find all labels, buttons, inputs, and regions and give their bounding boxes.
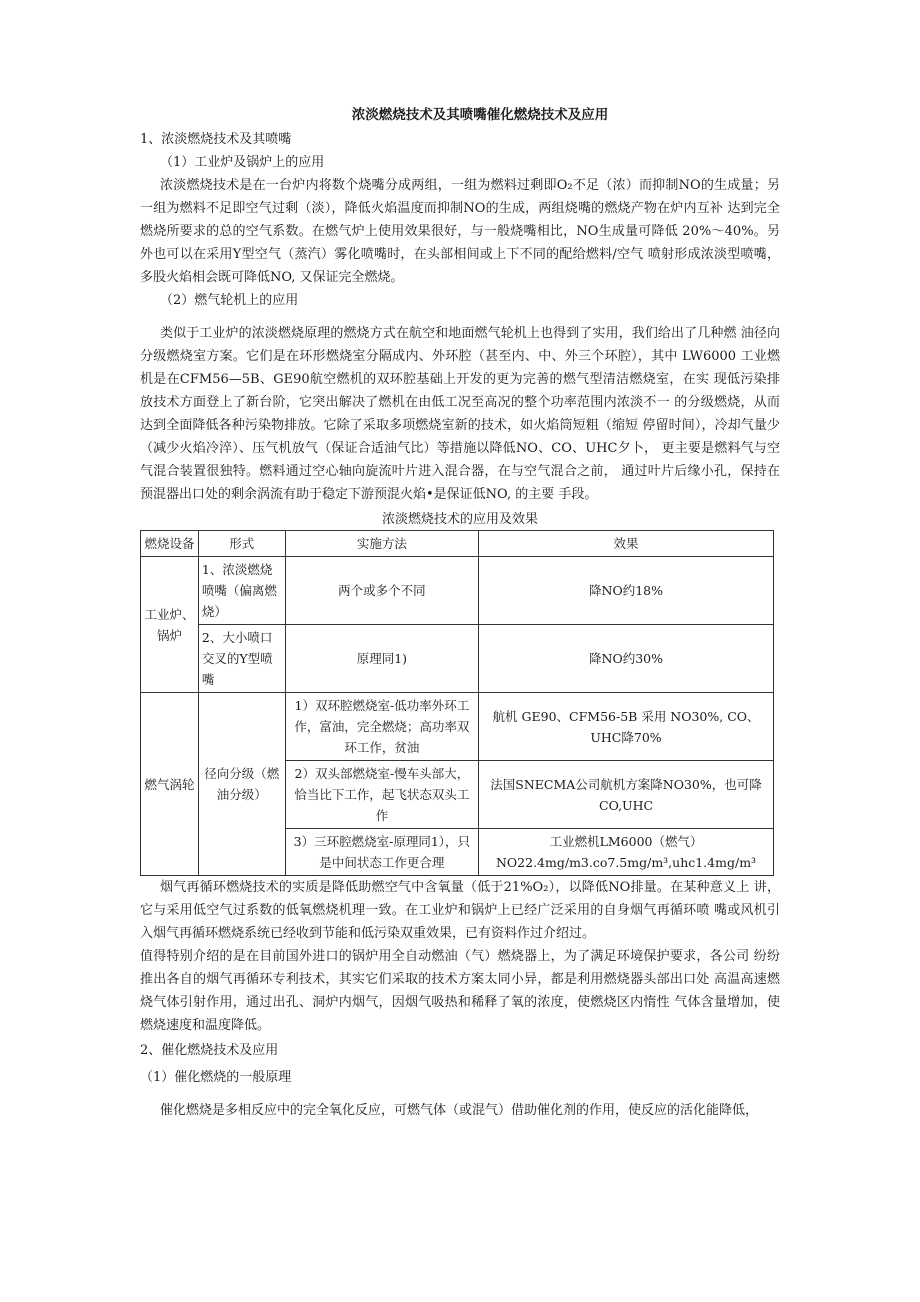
table-cell: 工业燃机LM6000（燃气）NO22.4mg/m3.co7.5mg/m³,uhc1.4mg/m³ <box>479 829 774 876</box>
table-header: 燃烧设备 <box>141 531 199 557</box>
table-header-row <box>141 531 774 557</box>
table-row <box>141 557 774 625</box>
table-cell: 降NO约30% <box>479 625 774 693</box>
table-cell: 航机 GE90、CFM56-5B 采用 NO30%, CO、UHC降70% <box>479 693 774 761</box>
table-caption: 浓淡燃烧技术的应用及效果 <box>381 512 538 527</box>
table-row <box>141 693 774 761</box>
paragraph: 浓淡燃烧技术是在一台炉内将数个烧嘴分成两组，一组为燃料过剩即O₂不足（浓）而抑制NO的生成量；另一组为燃料不足即空气过剩（淡），降低火焰温度而抑制NO的生成，两组烧嘴的燃烧产物在炉内互补 达到完全燃烧所要求的总的空气系数。在燃气炉上使用效果很好，与一般烧嘴相比，NO生成量可降低 20%～40%。另外也可以在采用Y型空气（蒸汽）雾化喷嘴时，在头部相间或上下不同的配给燃料/空气 喷射形成浓淡型喷嘴，多股火焰相会既可降低NO, 又保证完全燃烧。 <box>140 178 780 285</box>
paragraph: 烟气再循环燃烧技术的实质是降低助燃空气中含氧量（低于21%O₂），以降低NO排量。在某种意义上 讲，它与采用低空气过系数的低氧燃烧机理一致。在工业炉和锅炉上已经广泛采用的自身烟气再循环喷 嘴或风机引入烟气再循环燃烧系统已经收到节能和低污染双重效果，已有资料作过介绍过。 <box>140 880 780 941</box>
paragraph: 类似于工业炉的浓淡燃烧原理的燃烧方式在航空和地面燃气轮机上也得到了实用，我们给出了几种燃 油径向分级燃烧室方案。它们是在环形燃烧室分隔成内、外环腔（甚至内、中、外三个环腔），其中 LW6000 工业燃机是在CFM56—5B、GE90航空燃机的双环腔基础上开发的更为完善的燃气型清洁燃烧室，在实 现低污染排放技术方面登上了新台阶，它突出解决了燃机在由低工况至高况的整个功率范围内浓淡不一 的分级燃烧，从而达到全面降低各种污染物排放。它除了采取多项燃烧室新的技术，如火焰筒短粗（缩短 停留时间），冷却气量少（减少火焰冷淬）、压气机放气（保证合适油气比）等措施以降低NO、CO、UHC夕卜， 更主要是燃料气与空气混合装置很独特。燃料通过空心轴向旋流叶片进入混合器，在与空气混合之前， 通过叶片后缘小孔，保持在预混器出口处的剩余涡流有助于稳定下游预混火焰•是保证低NO, 的主要 手段。 <box>140 326 780 502</box>
table-row <box>141 625 774 693</box>
table-cell: 2、大小喷口交叉的Y型喷嘴 <box>198 625 285 693</box>
table-cell: 1）双环腔燃烧室-低功率外环工作，富油，完全燃烧；高功率双环工作，贫油 <box>285 693 478 761</box>
table-cell: 两个或多个不同 <box>285 557 478 625</box>
section-2-heading: 2、催化燃烧技术及应用 <box>140 1043 279 1058</box>
table-header: 效果 <box>479 531 774 557</box>
table-cell: 降NO约18% <box>479 557 774 625</box>
paragraph: 催化燃烧是多相反应中的完全氧化反应，可燃气体（或混气）借助催化剂的作用，使反应的活化能降低， <box>160 1103 759 1118</box>
document-body <box>140 104 780 1122</box>
table-cell: 2）双头部燃烧室-慢车头部大，恰当比下工作，起飞状态双头工作 <box>285 761 478 829</box>
page-title: 浓淡燃烧技术及其喷嘴催化燃烧技术及应用 <box>351 107 609 123</box>
results-table <box>140 530 774 876</box>
subsection-2-1-heading: （1）催化燃烧的一般原理 <box>140 1070 292 1085</box>
table-cell: 法国SNECMA公司航机方案降NO30%，也可降CO,UHC <box>479 761 774 829</box>
table-cell: 1、浓淡燃烧喷嘴（偏离燃烧） <box>198 557 285 625</box>
paragraph: 值得特别介绍的是在目前国外进口的锅炉用全自动燃油（气）燃烧器上，为了满足环境保护要求，各公司 纷纷推出各自的烟气再循环专利技术，其实它们采取的技术方案太同小异，都是利用燃烧器头部出口处 高温高速燃烧气体引射作用，通过出孔、洞炉内烟气，因烟气吸热和稀释了氧的浓度，使燃烧区内惰性 气体含量增加，使燃烧速度和温度降低。 <box>140 949 780 1033</box>
table-cell: 径向分级（燃油分级） <box>198 693 285 876</box>
table-cell: 3）三环腔燃烧室-原理同1），只是中间状态工作更合理 <box>285 829 478 876</box>
table-cell: 燃气涡轮 <box>141 693 199 876</box>
subsection-1-1-heading: （1）工业炉及锅炉上的应用 <box>160 155 325 170</box>
table-header: 形式 <box>198 531 285 557</box>
table-cell: 工业炉、锅炉 <box>141 557 199 693</box>
table-header: 实施方法 <box>285 531 478 557</box>
section-1-heading: 1、浓淡燃烧技术及其喷嘴 <box>140 132 292 147</box>
subsection-1-2-heading: （2）燃气轮机上的应用 <box>160 293 299 308</box>
table-cell: 原理同1) <box>285 625 478 693</box>
